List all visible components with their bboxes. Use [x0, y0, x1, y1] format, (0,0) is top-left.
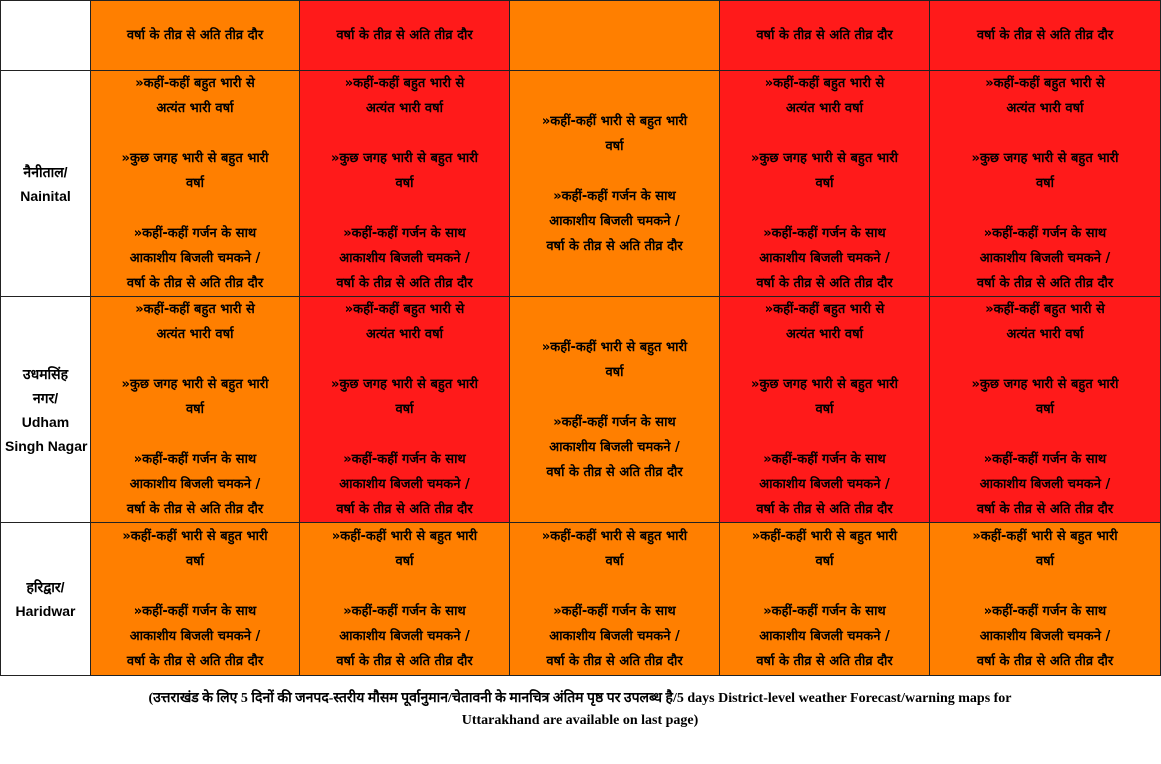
warning-cell: [300, 1, 510, 71]
footer-note: [0, 688, 1160, 732]
warning-line: »कुछ जगह भारी से बहुत भारी: [331, 377, 478, 392]
district-cell: [1, 523, 91, 676]
table-row: [1, 297, 1161, 523]
warning-line: »कहीं-कहीं गर्जन के साथ: [133, 452, 257, 467]
warning-line: »कहीं-कहीं गर्जन के साथ: [763, 226, 886, 241]
warning-cell: [510, 71, 720, 297]
warning-line: आकाशीय बिजली चमकने /: [129, 251, 261, 266]
warning-line: वर्षा: [395, 176, 414, 191]
district-cell: [1, 1, 91, 71]
warning-cell: [91, 297, 300, 523]
warning-cell: [91, 523, 300, 676]
warning-line: वर्षा: [185, 176, 205, 191]
warning-cell: [510, 297, 720, 523]
warning-line: »कहीं-कहीं गर्जन के साथ: [343, 452, 466, 467]
warning-line: वर्षा के तीव्र से अति तीव्र दौर: [546, 238, 683, 254]
warning-line: वर्षा के तीव्र से अति तीव्र दौर: [546, 464, 683, 480]
warning-line: आकाशीय बिजली चमकने /: [129, 629, 261, 644]
warning-line: वर्षा के तीव्र से अति तीव्र दौर: [756, 502, 893, 517]
line-gap: [304, 196, 505, 221]
line-gap: [934, 347, 1156, 372]
warning-line: आकाशीय बिजली चमकने /: [339, 629, 470, 644]
line-gap: [724, 121, 925, 146]
warning-cell: [300, 523, 510, 676]
warning-line: वर्षा के तीव्र से अति तीव्र दौर: [126, 654, 264, 669]
district-name: Udham: [21, 413, 70, 430]
warning-line: »कहीं-कहीं गर्जन के साथ: [763, 452, 886, 467]
warning-line: »कुछ जगह भारी से बहुत भारी: [121, 377, 269, 392]
warning-cell: [930, 71, 1161, 297]
warning-cell: [720, 71, 930, 297]
warning-line: वर्षा के तीव्र से अति तीव्र दौर: [126, 502, 264, 517]
warning-line: आकाशीय बिजली चमकने /: [979, 251, 1111, 266]
warning-line: »कहीं-कहीं बहुत भारी से: [764, 302, 885, 317]
warning-line: »कहीं-कहीं बहुत भारी से: [764, 76, 885, 91]
warning-line: वर्षा: [185, 554, 205, 569]
warning-line: वर्षा के तीव्र से अति तीव्र दौर: [756, 654, 893, 669]
warning-line: अत्यंत भारी वर्षा: [1006, 101, 1084, 116]
warning-cell: [930, 523, 1161, 676]
district-name: Nainital: [20, 187, 71, 204]
warning-line: »कुछ जगह भारी से बहुत भारी: [971, 151, 1119, 166]
district-cell: [1, 297, 91, 523]
district-name: उधमसिंह: [22, 365, 69, 382]
line-gap: [724, 574, 925, 599]
warning-line: वर्षा: [815, 176, 834, 191]
line-gap: [724, 422, 925, 447]
line-gap: [304, 347, 505, 372]
warning-line: वर्षा के तीव्र से अति तीव्र दौर: [976, 654, 1114, 669]
warning-line: »कहीं-कहीं गर्जन के साथ: [343, 604, 466, 619]
district-name: Singh Nagar: [5, 437, 88, 454]
table-row: [1, 523, 1161, 676]
line-gap: [514, 159, 715, 184]
line-gap: [934, 574, 1156, 599]
warning-line: वर्षा: [395, 402, 414, 417]
warning-line: वर्षा के तीव्र से अति तीव्र दौर: [336, 28, 473, 43]
line-gap: [95, 121, 295, 146]
warning-line: »कहीं-कहीं गर्जन के साथ: [763, 604, 886, 619]
warning-line: »कहीं-कहीं भारी से बहुत भारी: [541, 339, 688, 355]
warning-line: »कहीं-कहीं बहुत भारी से: [344, 302, 465, 317]
warning-line: »कहीं-कहीं भारी से बहुत भारी: [541, 113, 688, 129]
warning-line: आकाशीय बिजली चमकने /: [339, 477, 470, 492]
warning-line: वर्षा के तीव्र से अति तीव्र दौर: [336, 276, 473, 291]
line-gap: [304, 121, 505, 146]
warning-line: »कहीं-कहीं भारी से बहुत भारी: [331, 529, 478, 544]
warning-line: »कुछ जगह भारी से बहुत भारी: [751, 151, 898, 166]
warning-line: »कहीं-कहीं भारी से बहुत भारी: [541, 529, 688, 544]
warning-line: आकाशीय बिजली चमकने /: [979, 629, 1111, 644]
warning-line: »कहीं-कहीं गर्जन के साथ: [983, 226, 1107, 241]
warning-line: »कहीं-कहीं गर्जन के साथ: [983, 604, 1107, 619]
footer-line: (उत्तराखंड के लिए 5 दिनों की जनपद-स्तरीय मौसम पूर्वानुमान/चेतावनी के मानचित्र अंतिम पृष्ठ पर उपलब्ध है/5 days District-level weather Forecast/warning maps for: [148, 691, 1012, 706]
warning-line: वर्षा के तीव्र से अति तीव्र दौर: [336, 502, 473, 517]
warning-line: आकाशीय बिजली चमकने /: [549, 213, 680, 229]
warning-line: »कहीं-कहीं बहुत भारी से: [135, 76, 255, 91]
line-gap: [95, 574, 295, 599]
warning-cell: [91, 1, 300, 71]
warning-cell: [510, 1, 720, 71]
warning-line: वर्षा: [815, 554, 834, 569]
warning-line: अत्यंत भारी वर्षा: [365, 327, 443, 342]
warning-line: अत्यंत भारी वर्षा: [1006, 327, 1084, 342]
warning-line: आकाशीय बिजली चमकने /: [339, 251, 470, 266]
warning-line: वर्षा के तीव्र से अति तीव्र दौर: [976, 28, 1114, 43]
line-gap: [514, 574, 715, 599]
warning-cell: [930, 1, 1161, 71]
line-gap: [95, 347, 295, 372]
warning-line: आकाशीय बिजली चमकने /: [549, 629, 680, 644]
warning-line: वर्षा के तीव्र से अति तीव्र दौर: [336, 654, 473, 669]
warning-line: »कहीं-कहीं बहुत भारी से: [344, 76, 465, 91]
warning-line: अत्यंत भारी वर्षा: [365, 101, 443, 116]
warning-line: »कहीं-कहीं गर्जन के साथ: [553, 414, 676, 430]
warning-cell: [510, 523, 720, 676]
warning-line: वर्षा: [605, 554, 624, 569]
warning-line: »कुछ जगह भारी से बहुत भारी: [751, 377, 898, 392]
line-gap: [724, 196, 925, 221]
warning-line: वर्षा: [605, 364, 624, 380]
warning-line: अत्यंत भारी वर्षा: [785, 101, 863, 116]
warning-line: »कहीं-कहीं गर्जन के साथ: [133, 226, 257, 241]
warning-line: »कुछ जगह भारी से बहुत भारी: [331, 151, 478, 166]
line-gap: [304, 422, 505, 447]
warning-line: »कहीं-कहीं भारी से बहुत भारी: [751, 529, 898, 544]
warning-line: आकाशीय बिजली चमकने /: [759, 477, 890, 492]
warning-line: »कुछ जगह भारी से बहुत भारी: [121, 151, 269, 166]
warning-line: वर्षा: [1035, 402, 1055, 417]
warning-line: »कहीं-कहीं भारी से बहुत भारी: [972, 529, 1118, 544]
warning-line: वर्षा के तीव्र से अति तीव्र दौर: [976, 276, 1114, 291]
warning-line: आकाशीय बिजली चमकने /: [129, 477, 261, 492]
footer-line: Uttarakhand are available on last page): [461, 713, 699, 728]
warning-line: अत्यंत भारी वर्षा: [785, 327, 863, 342]
warning-line: वर्षा के तीव्र से अति तीव्र दौर: [126, 276, 264, 291]
line-gap: [514, 385, 715, 410]
warning-line: आकाशीय बिजली चमकने /: [549, 439, 680, 455]
warning-line: »कहीं-कहीं बहुत भारी से: [985, 76, 1105, 91]
district-name: Haridwar: [15, 603, 76, 619]
line-gap: [95, 422, 295, 447]
district-name: नगर/: [32, 389, 59, 406]
warning-line: »कहीं-कहीं भारी से बहुत भारी: [122, 529, 268, 544]
warning-line: वर्षा: [815, 402, 834, 417]
warning-line: आकाशीय बिजली चमकने /: [759, 251, 890, 266]
warning-line: »कहीं-कहीं बहुत भारी से: [135, 302, 255, 317]
warning-cell: [720, 297, 930, 523]
warning-cell: [300, 297, 510, 523]
line-gap: [934, 121, 1156, 146]
warning-cell: [720, 523, 930, 676]
warning-line: »कहीं-कहीं गर्जन के साथ: [343, 226, 466, 241]
warning-line: वर्षा: [395, 554, 414, 569]
warning-line: »कहीं-कहीं गर्जन के साथ: [553, 188, 676, 204]
district-name: हरिद्वार/: [26, 579, 65, 595]
line-gap: [934, 422, 1156, 447]
warning-line: वर्षा: [1035, 554, 1055, 569]
warning-line: »कुछ जगह भारी से बहुत भारी: [971, 377, 1119, 392]
warning-cell: [720, 1, 930, 71]
warning-cell: [300, 71, 510, 297]
warning-line: आकाशीय बिजली चमकने /: [759, 629, 890, 644]
warning-line: »कहीं-कहीं गर्जन के साथ: [133, 604, 257, 619]
warning-line: वर्षा के तीव्र से अति तीव्र दौर: [976, 502, 1114, 517]
warning-cell: [91, 71, 300, 297]
line-gap: [934, 196, 1156, 221]
warning-line: वर्षा: [1035, 176, 1055, 191]
warning-line: »कहीं-कहीं गर्जन के साथ: [983, 452, 1107, 467]
warning-cell: [930, 297, 1161, 523]
warning-line: »कहीं-कहीं बहुत भारी से: [985, 302, 1105, 317]
table-row: [1, 1, 1161, 71]
warning-line: वर्षा: [605, 138, 624, 154]
table-row: [1, 71, 1161, 297]
warning-line: वर्षा के तीव्र से अति तीव्र दौर: [756, 28, 893, 43]
line-gap: [95, 196, 295, 221]
warning-line: अत्यंत भारी वर्षा: [156, 101, 234, 116]
warning-line: आकाशीय बिजली चमकने /: [979, 477, 1111, 492]
warning-line: »कहीं-कहीं गर्जन के साथ: [553, 604, 676, 619]
line-gap: [304, 574, 505, 599]
warning-line: अत्यंत भारी वर्षा: [156, 327, 234, 342]
warning-line: वर्षा: [185, 402, 205, 417]
line-gap: [724, 347, 925, 372]
warning-line: वर्षा के तीव्र से अति तीव्र दौर: [546, 654, 683, 669]
district-name: नैनीताल/: [23, 163, 68, 180]
warning-line: वर्षा के तीव्र से अति तीव्र दौर: [126, 28, 264, 43]
district-cell: [1, 71, 91, 297]
warning-line: वर्षा के तीव्र से अति तीव्र दौर: [756, 276, 893, 291]
